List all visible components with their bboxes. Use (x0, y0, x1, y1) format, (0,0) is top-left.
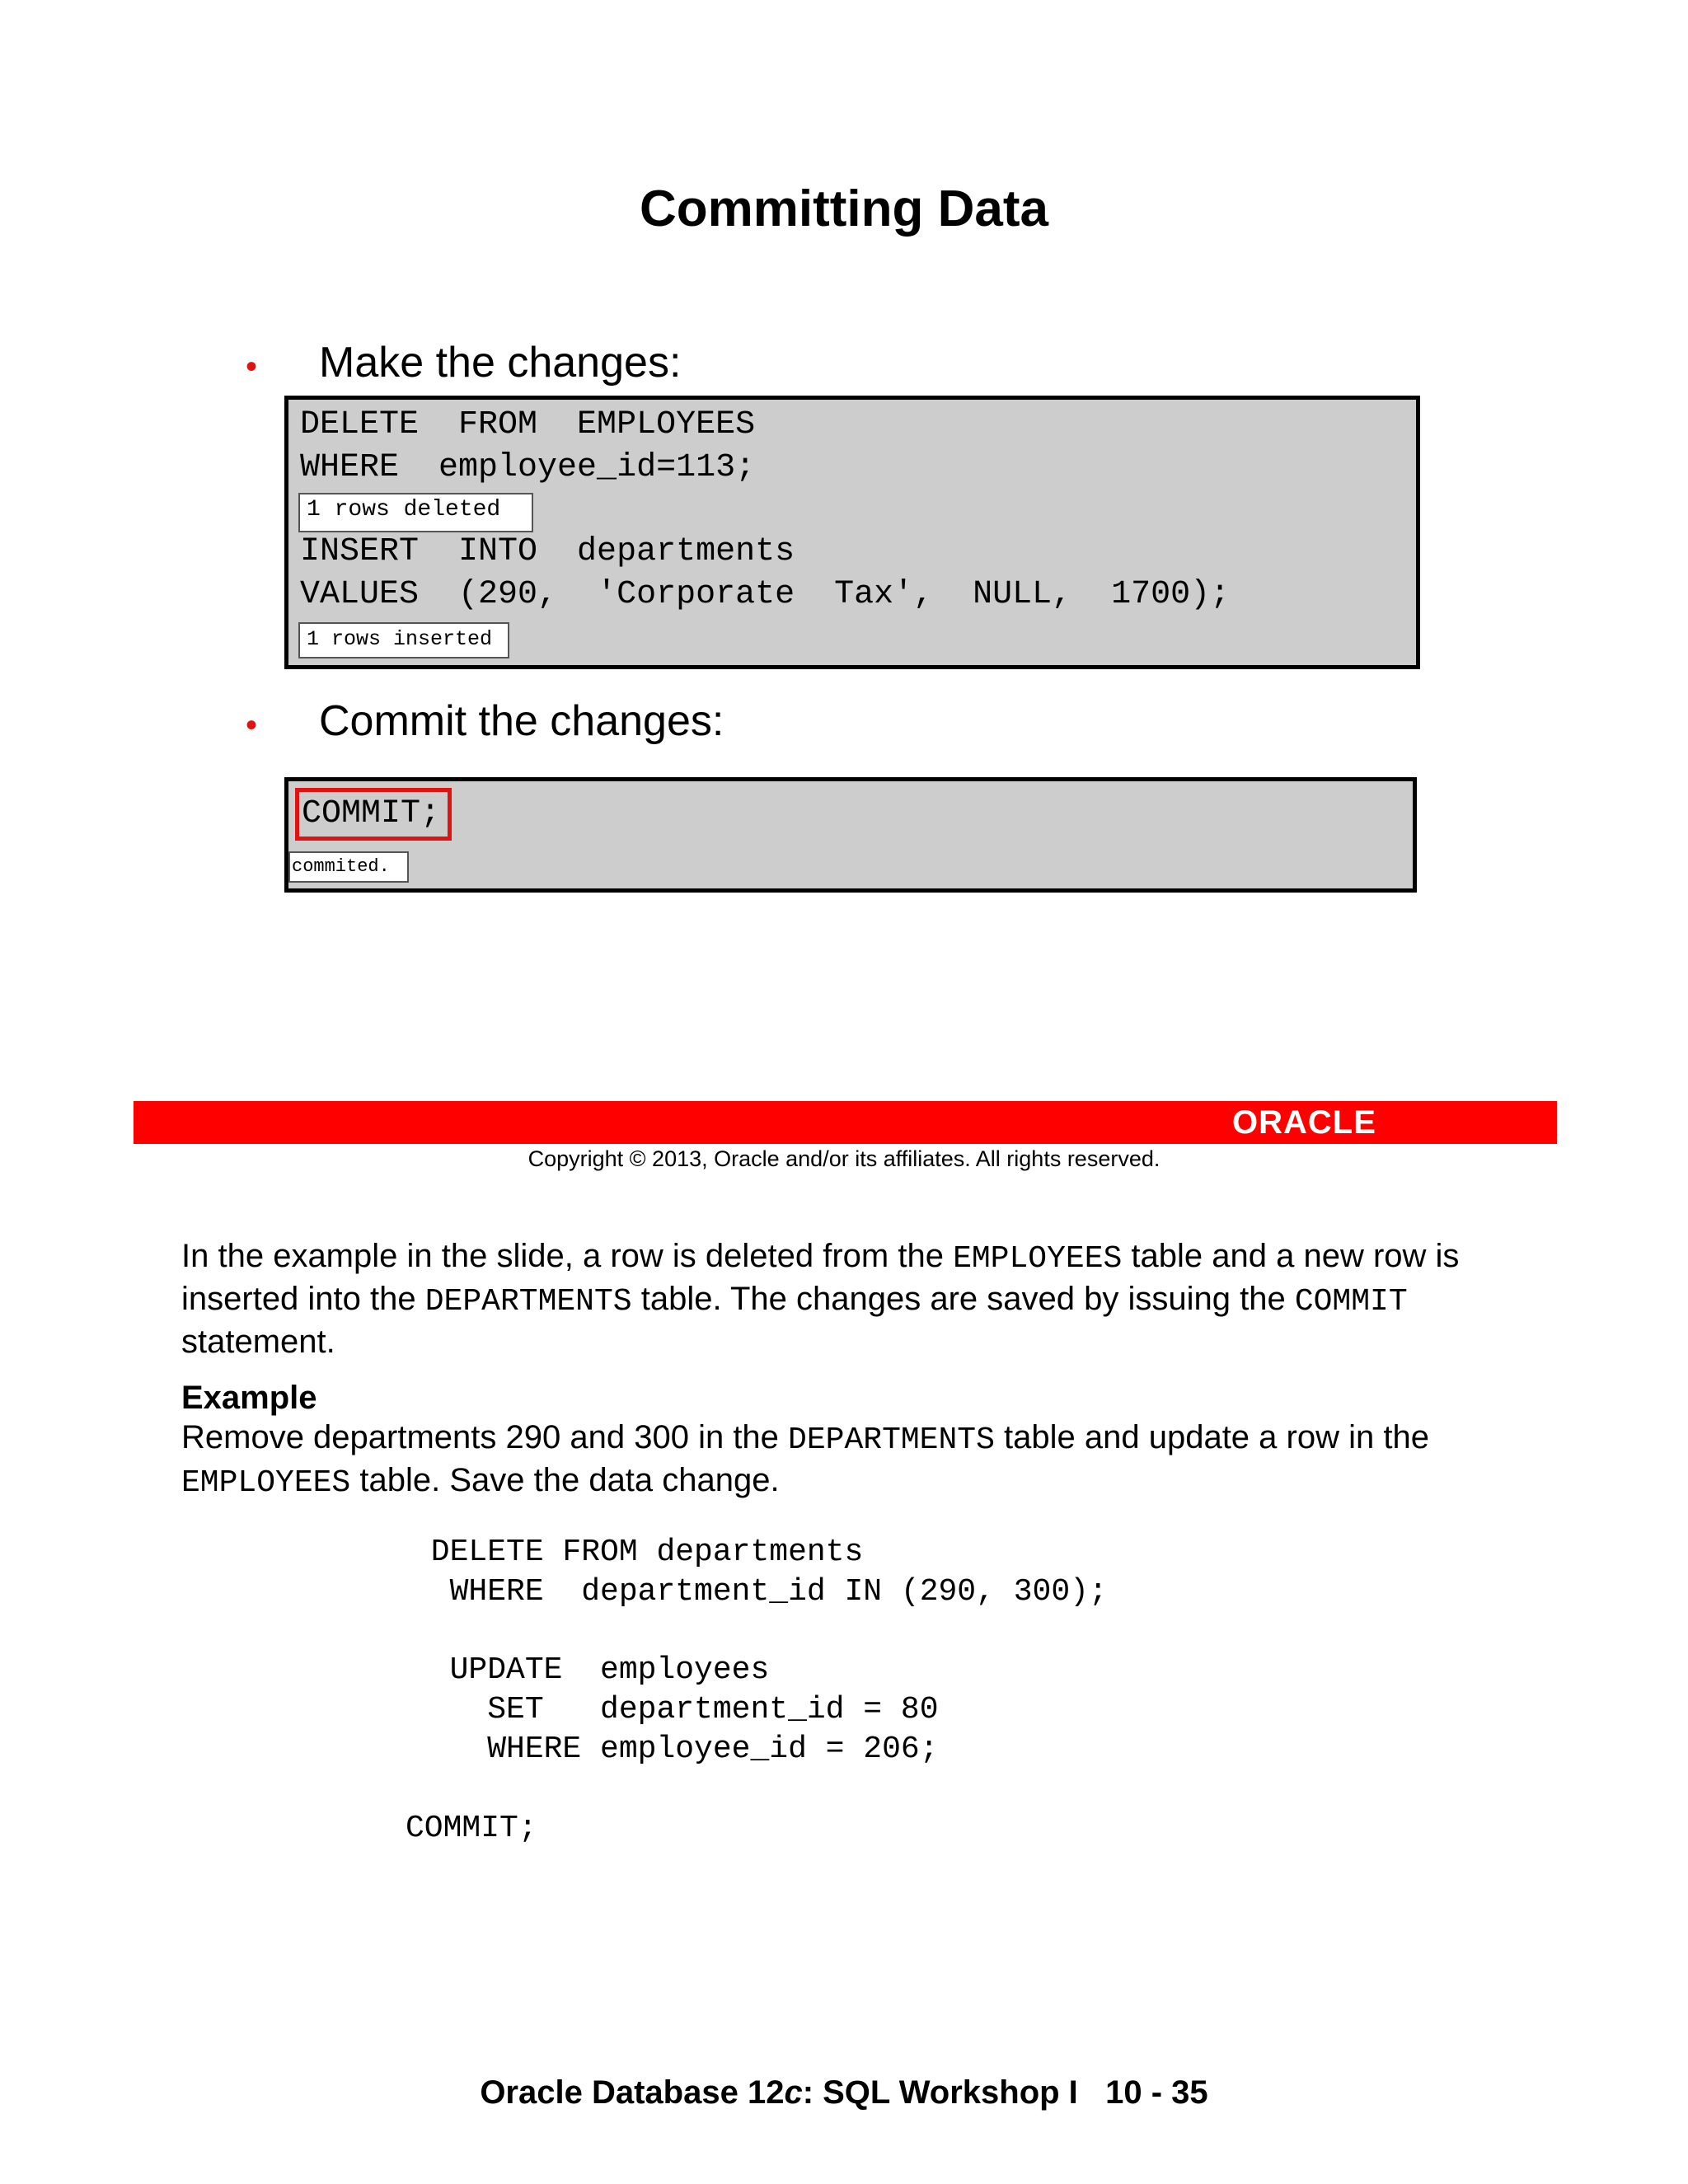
feedback-commited: commited. (288, 851, 409, 883)
feedback-rows-deleted: 1 rows deleted (298, 493, 533, 532)
notes-paragraph-2 (181, 1418, 1517, 1503)
text-segment: Remove departments 290 and 300 in the (181, 1419, 789, 1455)
example-code-line: WHERE department_id IN (290, 300); (412, 1574, 1108, 1610)
slide-title: Committing Data (640, 180, 1048, 237)
code-term: EMPLOYEES (181, 1465, 351, 1501)
example-code-line: UPDATE employees (412, 1652, 770, 1688)
example-code-line: SET department_id = 80 (412, 1692, 939, 1727)
example-code-line: WHERE employee_id = 206; (412, 1732, 939, 1767)
code-line: WHERE employee_id=113; (300, 449, 756, 486)
code-term: COMMIT (1294, 1284, 1408, 1319)
example-code-line: DELETE FROM departments (412, 1535, 864, 1570)
example-heading: Example (181, 1380, 317, 1416)
footer-text: : SQL Workshop I 10 - 35 (802, 2074, 1208, 2111)
bullet-dot: • (246, 349, 258, 385)
text-segment: statement. (181, 1324, 335, 1360)
code-commit: COMMIT; (302, 795, 441, 832)
text-segment: table. Save the data change. (350, 1462, 780, 1498)
copyright-notice: Copyright © 2013, Oracle and/or its affiliates. All rights reserved. (528, 1146, 1160, 1171)
code-line: INSERT INTO departments (300, 533, 795, 570)
code-term: DEPARTMENTS (424, 1284, 632, 1319)
code-term: DEPARTMENTS (788, 1422, 995, 1458)
bullet-dot: • (246, 707, 258, 743)
feedback-rows-inserted: 1 rows inserted (298, 622, 509, 658)
bullet-commit-changes: Commit the changes: (319, 697, 724, 745)
code-term: EMPLOYEES (953, 1241, 1123, 1277)
text-segment: table. The changes are saved by issuing the (631, 1281, 1295, 1317)
footer-text: Oracle Database 12 (480, 2074, 785, 2111)
code-line: DELETE FROM EMPLOYEES (300, 406, 756, 443)
oracle-logo: ORACLE (1232, 1104, 1376, 1141)
page-footer (0, 2074, 1688, 2111)
example-code-line: COMMIT; (406, 1811, 537, 1846)
text-segment: table and a new row is inserted into the (181, 1238, 1460, 1317)
text-segment: table and update a row in the (994, 1419, 1429, 1455)
code-block-commit (284, 777, 1417, 893)
notes-paragraph-1 (181, 1236, 1517, 1362)
footer-italic: c (784, 2074, 803, 2111)
text-segment: In the example in the slide, a row is deleted from the (181, 1238, 954, 1274)
bullet-make-changes: Make the changes: (319, 339, 682, 387)
code-line: VALUES (290, 'Corporate Tax', NULL, 1700); (300, 576, 1231, 613)
